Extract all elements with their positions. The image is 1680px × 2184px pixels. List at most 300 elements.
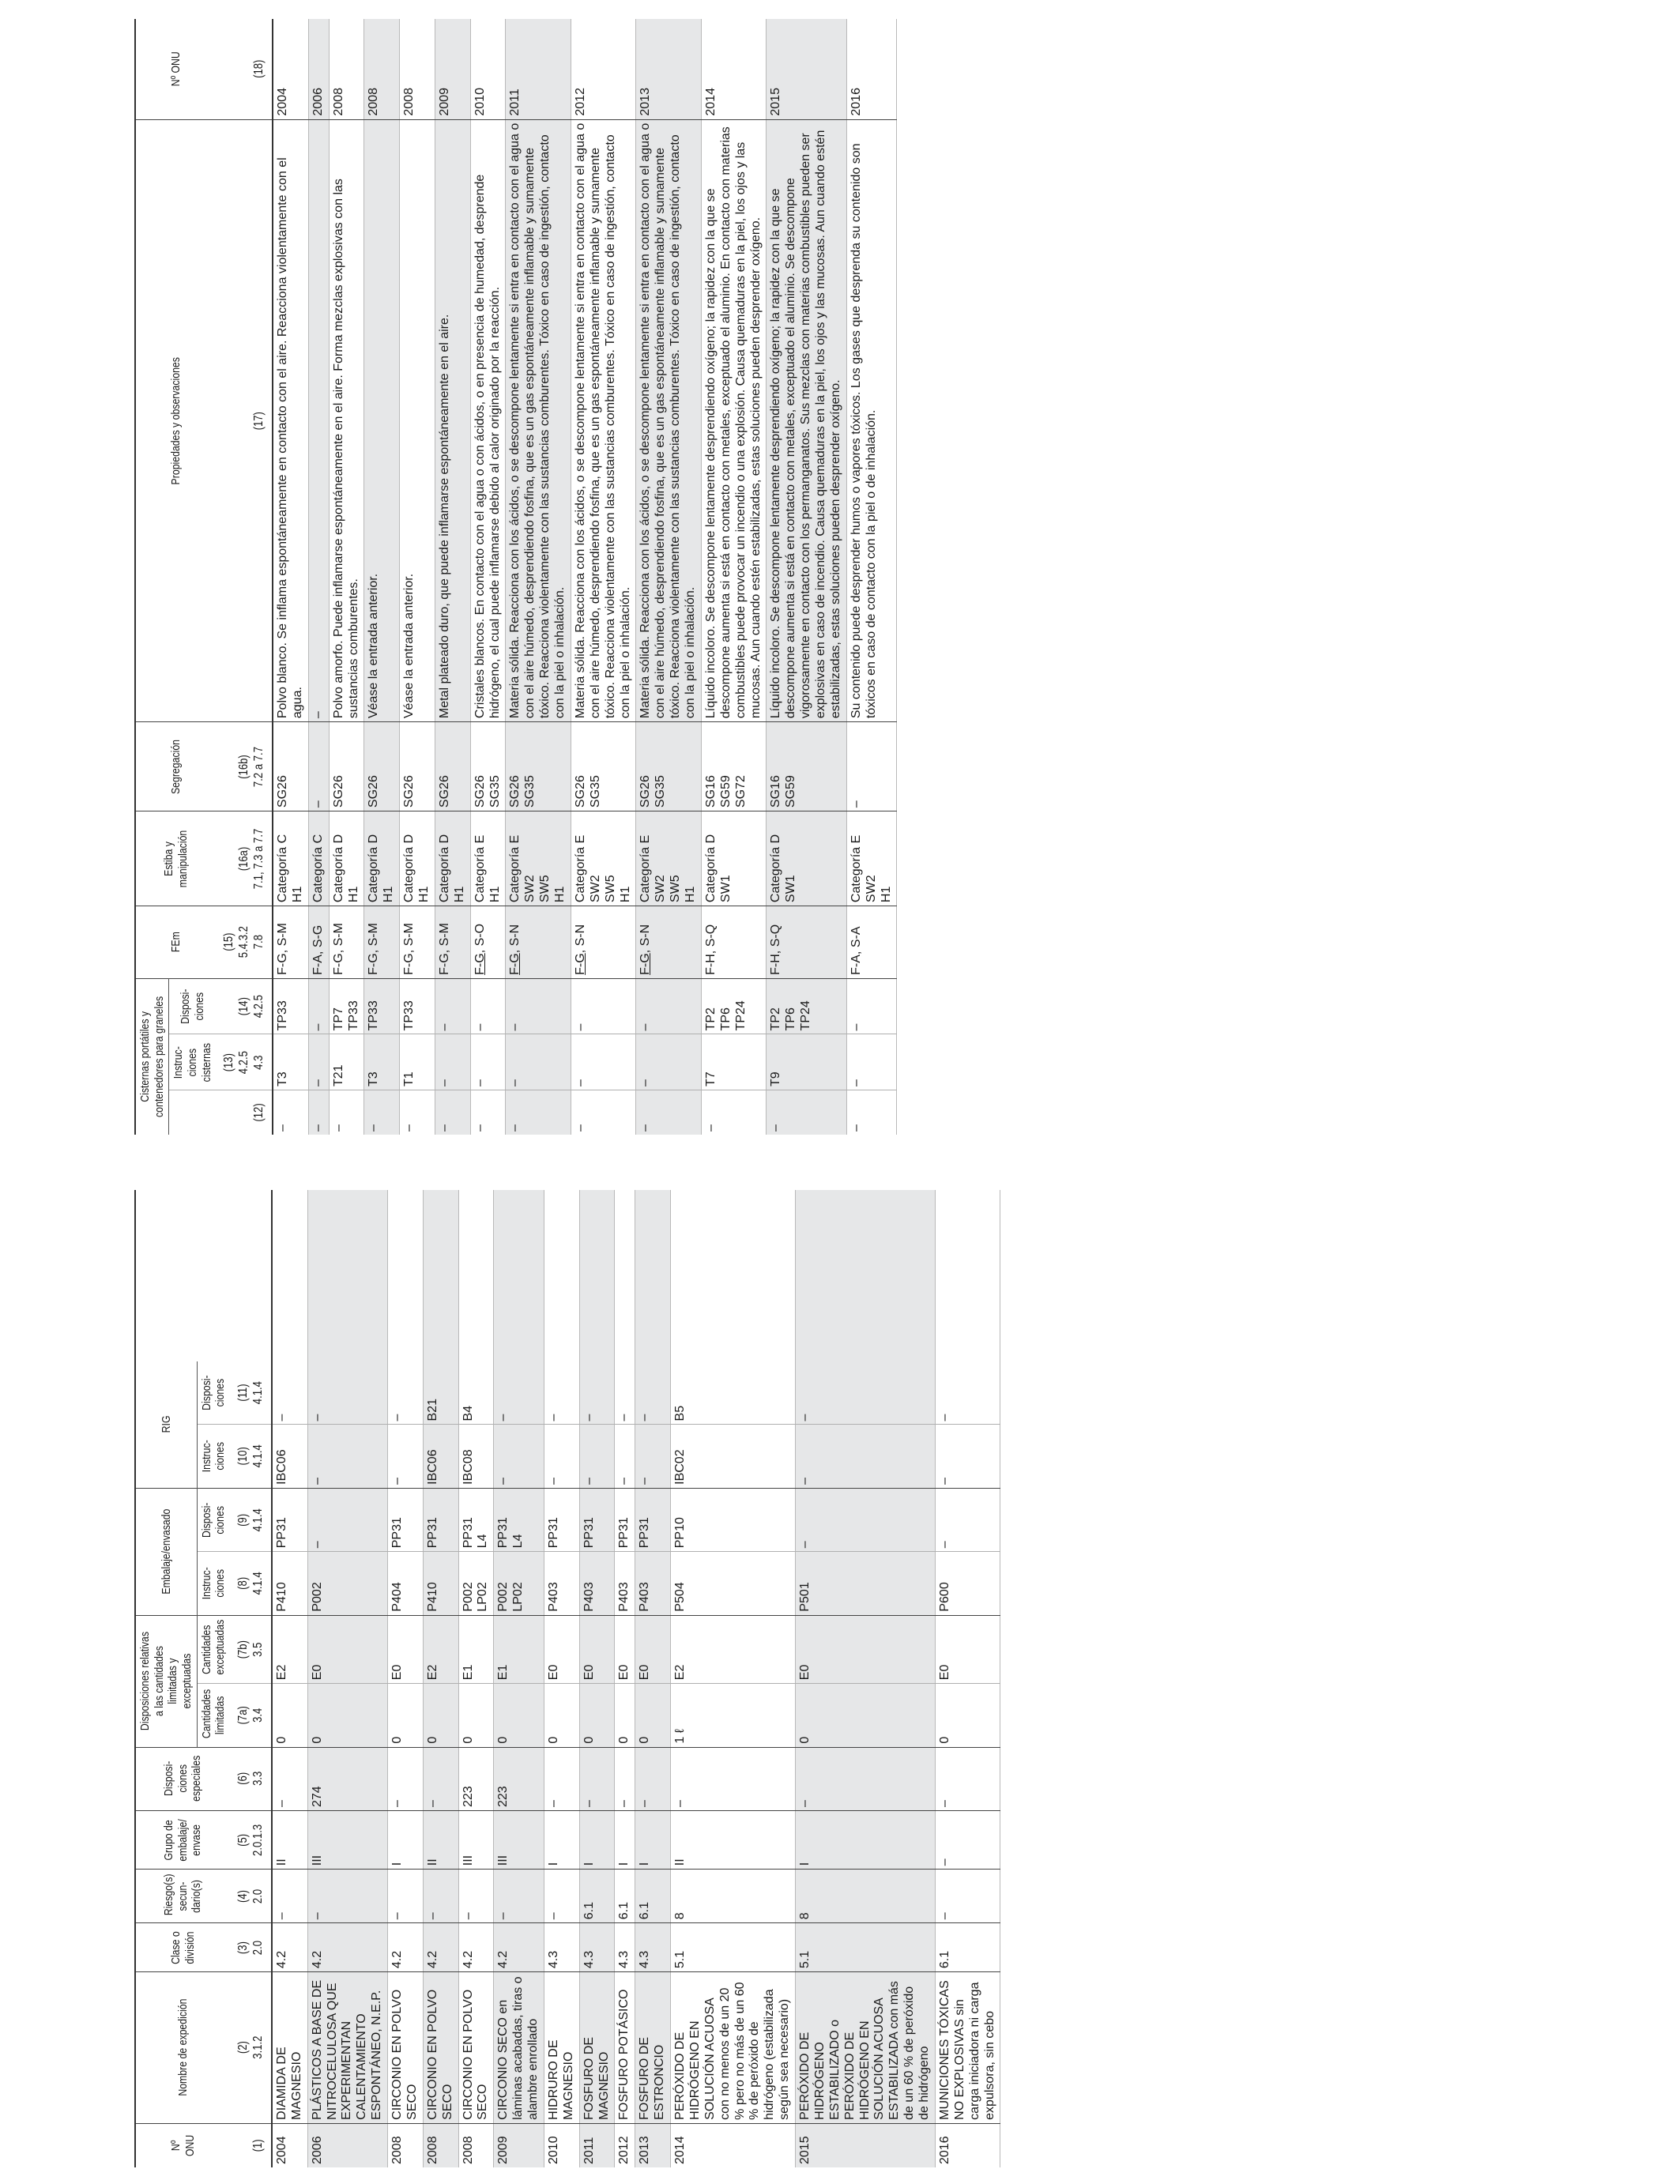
cell-c4: – [388, 1870, 424, 1923]
left-table [134, 1190, 1000, 2167]
table-row [701, 19, 767, 1135]
table-row [635, 1190, 671, 2167]
cell-c18: 2011 [506, 19, 571, 119]
cell-c17: – [308, 119, 329, 722]
cell-c9: PP31 [579, 1488, 615, 1551]
cell-c6: – [388, 1747, 424, 1810]
cell-c16b: SG26 SG35 [636, 722, 702, 811]
cell-c6: – [635, 1747, 671, 1810]
table-row [364, 19, 400, 1135]
colnum-8: (8) 4.1.4 [230, 1557, 272, 1610]
header-limited-excepted: Disposiciones relativas a las cantidades limitadas y exceptuadas [135, 1627, 197, 1735]
cell-c11: – [796, 1361, 936, 1425]
spacer-cell [615, 1190, 635, 1361]
cell-c16b: SG26 SG35 [470, 722, 506, 811]
cell-c15: F-G, S-M [435, 906, 470, 979]
header-ibc-instructions: Instruc-ciones [197, 1430, 230, 1482]
cell-c1: 2009 [496, 2136, 510, 2164]
table-row [671, 1190, 796, 2167]
cell-c13: – [636, 1034, 702, 1090]
cell-c14: – [435, 978, 470, 1034]
cell-c10: – [635, 1425, 671, 1488]
header-ibc-provisions: Disposi-ciones [197, 1367, 230, 1419]
cell-c3: 4.3 [635, 1923, 671, 1972]
cell-c13: – [308, 1034, 329, 1090]
cell-c14: TP2 TP6 TP24 [701, 978, 767, 1034]
cell-c8: P403 [579, 1552, 615, 1615]
cell-c1: 2015 [798, 2136, 812, 2164]
cell-c15: F-G, S-N [571, 906, 636, 979]
cell-c13: T3 [273, 1034, 308, 1090]
cell-c8: P002 LP02 [458, 1552, 494, 1615]
cell-c10: – [796, 1425, 936, 1488]
cell-c1: 2008 [425, 2136, 439, 2164]
colnum-12: (12) [252, 1103, 266, 1122]
header-packing: Embalaje/envasado [135, 1500, 197, 1604]
cell-c15: F-H, S-Q [701, 906, 767, 979]
cell-c1: 2008 [461, 2136, 475, 2164]
cell-c7a: 0 [544, 1684, 579, 1747]
cell-c3: 6.1 [935, 1923, 1000, 1972]
cell-c12: – [437, 1124, 451, 1132]
spacer-cell [423, 1190, 458, 1361]
cell-c8: P600 [935, 1552, 1000, 1615]
table-row [435, 19, 470, 1135]
cell-c9: – [935, 1488, 1000, 1551]
header-segregation: Segregación [135, 730, 216, 804]
cell-c3: 4.2 [272, 1923, 307, 1972]
cell-c9: PP31 [388, 1488, 424, 1551]
cell-c2: PERÓXIDO DE HIDRÓGENO ESTABILIZADO o PERÓXIDO DE HIDRÓGENO EN SOLUCIÓN ACUOSA ESTABILIZADA con más de un 60 % de peróxido de hidrógeno [796, 1972, 936, 2124]
header-packing-instructions: Instruc-ciones [197, 1557, 230, 1610]
cell-c7b: E0 [615, 1615, 635, 1684]
header-limited: Cantidades limitadas [197, 1689, 230, 1742]
cell-c7a: 0 [635, 1684, 671, 1747]
table-row [767, 19, 846, 1135]
cell-c9: PP31 [423, 1488, 458, 1551]
cell-c16a: Categoría D H1 [435, 811, 470, 906]
table-row [506, 19, 571, 1135]
cell-c18: 2014 [701, 19, 767, 119]
colnum-10: (10) 4.1.4 [230, 1430, 272, 1482]
cell-c2: FOSFURO DE MAGNESIO [579, 1972, 615, 2124]
table-row [400, 19, 435, 1135]
cell-c9: PP31 [272, 1488, 307, 1551]
cell-c10: – [615, 1425, 635, 1488]
cell-c17: Véase la entrada anterior. [400, 119, 435, 722]
cell-c7b: E2 [423, 1615, 458, 1684]
cell-c18: 2004 [273, 19, 308, 119]
cell-c18: 2008 [364, 19, 400, 119]
colnum-15: (15) 5.4.3.2 7.8 [216, 913, 273, 972]
cell-c18: 2009 [435, 19, 470, 119]
colnum-11: (11) 4.1.4 [230, 1367, 272, 1419]
cell-c5: II [671, 1811, 796, 1870]
cell-c11: B4 [458, 1361, 494, 1425]
cell-c16b: SG16 SG59 SG72 [701, 722, 767, 811]
cell-c7a: 0 [494, 1684, 544, 1747]
cell-c11: B5 [671, 1361, 796, 1425]
table-row [273, 19, 308, 1135]
cell-c5: III [307, 1811, 387, 1870]
cell-c4: – [423, 1870, 458, 1923]
cell-c10: – [388, 1425, 424, 1488]
cell-c2: PERÓXIDO DE HIDRÓGENO EN SOLUCIÓN ACUOSA con no menos de un 20 % pero no más de un 60 % de peróxido de hidrógeno (estabilizada según sea necesario) [671, 1972, 796, 2124]
cell-c12: – [402, 1124, 416, 1132]
cell-c13: – [846, 1034, 897, 1090]
cell-c15: F-G, S-N [636, 906, 702, 979]
cell-c2: FOSFURO POTÁSICO [615, 1972, 635, 2124]
colnum-16b: (16b) 7.2 a 7.7 [216, 730, 273, 804]
cell-c3: 5.1 [671, 1923, 796, 1972]
cell-c8: P403 [544, 1552, 579, 1615]
cell-c12: – [367, 1124, 381, 1132]
cell-c1: 2008 [390, 2136, 404, 2164]
cell-c16b: SG26 [435, 722, 470, 811]
cell-c17: Su contenido puede desprender humos o vapores tóxicos. Los gases que desprenda su contenido son tóxicos en caso de contacto con la piel o de inhalación. [846, 119, 897, 722]
cell-c11: – [544, 1361, 579, 1425]
cell-c14: TP2 TP6 TP24 [767, 978, 846, 1034]
cell-c2: CIRCONIO EN POLVO SECO [458, 1972, 494, 2124]
header-special-provisions: Disposi-ciones especiales [135, 1753, 230, 1805]
cell-c2: CIRCONIO EN POLVO SECO [423, 1972, 458, 2124]
cell-c9: PP31 [615, 1488, 635, 1551]
cell-c7a: 0 [579, 1684, 615, 1747]
cell-c3: 4.3 [544, 1923, 579, 1972]
spacer-cell [494, 1190, 544, 1361]
cell-c16b: SG26 [364, 722, 400, 811]
cell-c16a: Categoría E SW2 SW5 H1 [636, 811, 702, 906]
cell-c13: T3 [364, 1034, 400, 1090]
cell-c5: III [458, 1811, 494, 1870]
ems-fire-code: F-G [508, 953, 522, 975]
cell-c7a: 0 [935, 1684, 1000, 1747]
cell-c9: – [307, 1488, 387, 1551]
cell-c7a: 0 [796, 1684, 936, 1747]
cell-c1: 2014 [673, 2136, 687, 2164]
cell-c2: DIAMIDA DE MAGNESIO [272, 1972, 307, 2124]
cell-c17: Polvo amorfo. Puede inflamarse espontáneamente en el aire. Forma mezclas explosivas con las sustancias comburentes. [329, 119, 364, 722]
spacer-cell [272, 1190, 307, 1361]
header-tank-provisions: Disposi-ciones [169, 984, 217, 1030]
cell-c4: – [272, 1870, 307, 1923]
cell-c13: T7 [701, 1034, 767, 1090]
cell-c16b: SG26 SG35 [506, 722, 571, 811]
header-stowage: Estiba y manipulación [135, 819, 216, 897]
cell-c1: 2010 [546, 2136, 560, 2164]
cell-c16a: Categoría D SW1 [767, 811, 846, 906]
cell-c2: PLÁSTICOS A BASE DE NITROCELULOSA QUE EXPERIMENTAN CALENTAMIENTO ESPONTÁNEO, N.E.P. [307, 1972, 387, 2124]
cell-c15: F-G, S-M [364, 906, 400, 979]
cell-c5: I [388, 1811, 424, 1870]
cell-c10: IBC06 [423, 1425, 458, 1488]
cell-c10: – [494, 1425, 544, 1488]
cell-c18: 2010 [470, 19, 506, 119]
cell-c7a: 0 [423, 1684, 458, 1747]
table-row [935, 1190, 1000, 2167]
cell-c6: – [935, 1747, 1000, 1810]
cell-c13: T21 [329, 1034, 364, 1090]
cell-c1: 2011 [582, 2137, 596, 2164]
cell-c4: 8 [671, 1870, 796, 1923]
table-row [458, 1190, 494, 2167]
cell-c16b: SG26 [329, 722, 364, 811]
cell-c14: – [571, 978, 636, 1034]
cell-c1: 2004 [274, 2136, 288, 2164]
cell-c16a: Categoría D H1 [329, 811, 364, 906]
cell-c1: 2012 [617, 2136, 631, 2164]
cell-c13: – [506, 1034, 571, 1090]
spacer-cell [579, 1190, 615, 1361]
colnum-18: (18) [216, 28, 273, 110]
table-row [571, 19, 636, 1135]
header-un-number-right: Nº ONU [135, 28, 216, 110]
cell-c15: F-G, S-M [273, 906, 308, 979]
colnum-13: (13) 4.2.5 4.3 [216, 1039, 273, 1085]
cell-c7b: E1 [494, 1615, 544, 1684]
header-ibc: RIG [135, 1373, 197, 1477]
cell-c12: – [473, 1124, 487, 1132]
cell-c13: – [571, 1034, 636, 1090]
cell-c14: – [308, 978, 329, 1034]
cell-c7b: E0 [635, 1615, 671, 1684]
cell-c3: 4.2 [307, 1923, 387, 1972]
cell-c16a: Categoría D H1 [364, 811, 400, 906]
cell-c4: – [935, 1870, 1000, 1923]
cell-c14: TP33 [273, 978, 308, 1034]
cell-c15: F-G, S-M [400, 906, 435, 979]
ems-fire-code: F-G [573, 953, 587, 975]
cell-c18: 2012 [571, 19, 636, 119]
cell-c9: PP31 L4 [494, 1488, 544, 1551]
table-row [494, 1190, 544, 2167]
cell-c15: F-G, S-O [470, 906, 506, 979]
colnum-16a: (16a) 7.1, 7.3 a 7.7 [216, 819, 273, 897]
cell-c8: P501 [796, 1552, 936, 1615]
cell-c4: 8 [796, 1870, 936, 1923]
cell-c10: IBC08 [458, 1425, 494, 1488]
cell-c8: P410 [272, 1552, 307, 1615]
cell-c17: Véase la entrada anterior. [364, 119, 400, 722]
cell-c10: – [935, 1425, 1000, 1488]
cell-c6: – [544, 1747, 579, 1810]
table-row [615, 1190, 635, 2167]
cell-c16b: – [308, 722, 329, 811]
cell-c3: 4.2 [494, 1923, 544, 1972]
cell-c11: – [307, 1361, 387, 1425]
spacer-cell [388, 1190, 424, 1361]
cell-c7a: 1 ℓ [671, 1684, 796, 1747]
cell-c12: – [331, 1124, 345, 1132]
table-row [544, 1190, 579, 2167]
cell-c7b: E0 [935, 1615, 1000, 1684]
right-table-rotated [134, 19, 897, 1135]
cell-c3: 4.3 [579, 1923, 615, 1972]
cell-c1: 2016 [937, 2136, 951, 2164]
ems-fire-code: F-G [473, 953, 487, 975]
cell-c4: 6.1 [635, 1870, 671, 1923]
cell-c5: I [544, 1811, 579, 1870]
cell-c6: – [423, 1747, 458, 1810]
colnum-7b: (7b) 3.5 [230, 1621, 272, 1678]
header-tank-instructions: Instruc-ciones cisternas [169, 1039, 217, 1085]
cell-c4: – [544, 1870, 579, 1923]
cell-c15: F-G, S-M [329, 906, 364, 979]
cell-c5: II [272, 1811, 307, 1870]
colnum-1: (1) [251, 2139, 265, 2152]
header-packing-provisions: Disposi-ciones [197, 1494, 230, 1546]
cell-c5: I [635, 1811, 671, 1870]
cell-c16b: SG26 [273, 722, 308, 811]
header-name: Nombre de expedición [135, 1986, 230, 2110]
table-row [470, 19, 506, 1135]
spacer-cell [935, 1190, 1000, 1361]
cell-c14: TP33 [400, 978, 435, 1034]
cell-c7a: 0 [388, 1684, 424, 1747]
cell-c3: 4.2 [458, 1923, 494, 1972]
right-table-body [273, 19, 897, 1135]
colnum-14: (14) 4.2.5 [216, 984, 273, 1030]
cell-c12: – [508, 1124, 522, 1132]
cell-c16a: Categoría E SW2 SW5 H1 [506, 811, 571, 906]
cell-c2: CIRCONIO EN POLVO SECO [388, 1972, 424, 2124]
cell-c7a: 0 [458, 1684, 494, 1747]
table-row [636, 19, 702, 1135]
spacer-cell [796, 1190, 936, 1361]
header-blank-spacer [135, 1205, 272, 1346]
cell-c5: III [494, 1811, 544, 1870]
cell-c11: – [272, 1361, 307, 1425]
cell-c10: – [579, 1425, 615, 1488]
cell-c8: P403 [615, 1552, 635, 1615]
cell-c18: 2006 [308, 19, 329, 119]
cell-c16b: SG26 SG35 [571, 722, 636, 811]
cell-c8: P404 [388, 1552, 424, 1615]
cell-c13: T1 [400, 1034, 435, 1090]
cell-c2: HIDRURO DE MAGNESIO [544, 1972, 579, 2124]
cell-c9: – [796, 1488, 936, 1551]
header-excepted: Cantidades exceptuadas [197, 1621, 230, 1678]
cell-c18: 2008 [400, 19, 435, 119]
header-c12-blank [169, 1094, 217, 1131]
cell-c4: 6.1 [579, 1870, 615, 1923]
cell-c8: P002 LP02 [494, 1552, 544, 1615]
cell-c11: – [579, 1361, 615, 1425]
cell-c16b: SG26 [400, 722, 435, 811]
cell-c7b: E0 [796, 1615, 936, 1684]
cell-c9: PP31 [544, 1488, 579, 1551]
table-row [846, 19, 897, 1135]
left-table-body [272, 1190, 1000, 2167]
header-subrisk: Riesgo(s) secun-dario(s) [135, 1874, 230, 1919]
ems-fire-code: F-G [638, 953, 653, 975]
cell-c17: Líquido incoloro. Se descompone lentamente desprendiendo oxígeno; la rapidez con la que se descompone aumenta si está en contacto con metales, exceptuado el aluminio. Se descompone vigorosamente en contacto con los permanganatos. Sus mezclas con materias combustibles pueden ser explosivas en caso de incendio. Causa quemaduras en la piel, los ojos y las mucosas. Aun cuando estén estabilizadas, estas soluciones pueden desprender oxígeno. [767, 119, 846, 722]
cell-c11: B21 [423, 1361, 458, 1425]
cell-c2: MUNICIONES TÓXICAS NO EXPLOSIVAS sin carga iniciadora ni carga expulsora, sin cebo [935, 1972, 1000, 2124]
cell-c4: – [307, 1870, 387, 1923]
table-row [579, 1190, 615, 2167]
header-properties: Propiedades y observaciones [135, 174, 216, 668]
cell-c1: 2006 [310, 2136, 324, 2164]
cell-c10: IBC06 [272, 1425, 307, 1488]
cell-c16a: Categoría E SW2 H1 [846, 811, 897, 906]
cell-c18: 2013 [636, 19, 702, 119]
cell-c16a: Categoría E H1 [470, 811, 506, 906]
cell-c9: PP31 L4 [458, 1488, 494, 1551]
cell-c18: 2008 [329, 19, 364, 119]
cell-c7a: 0 [272, 1684, 307, 1747]
spacer-cell [635, 1190, 671, 1361]
cell-c7b: E0 [579, 1615, 615, 1684]
cell-c12: – [311, 1124, 325, 1132]
cell-c11: – [635, 1361, 671, 1425]
spacer-cell [307, 1190, 387, 1361]
colnum-4: (4) 2.0 [230, 1874, 272, 1919]
cell-c17: Metal plateado duro, que puede inflamarse espontáneamente en el aire. [435, 119, 470, 722]
cell-c16a: Categoría D SW1 [701, 811, 767, 906]
spacer-cell [671, 1190, 796, 1361]
cell-c11: – [615, 1361, 635, 1425]
cell-c13: – [435, 1034, 470, 1090]
cell-c8: P504 [671, 1552, 796, 1615]
cell-c16a: Categoría C H1 [273, 811, 308, 906]
spacer-cell [458, 1190, 494, 1361]
cell-c15: F-G, S-N [506, 906, 571, 979]
table-row [272, 1190, 307, 2167]
cell-c6: – [579, 1747, 615, 1810]
cell-c10: IBC02 [671, 1425, 796, 1488]
cell-c17: Materia sólida. Reacciona con los ácidos, o se descompone lentamente si entra en contacto con el agua o con el aire húmedo, desprendiendo fosfina, que es un gas espontáneamente inflamable y sumamente tóxico. Reacciona violentamente con las sustancias comburentes. Tóxico en caso de ingestión, contacto con la piel o inhalación. [506, 119, 571, 722]
colnum-7a: (7a) 3.4 [230, 1689, 272, 1742]
cell-c14: TP7 TP33 [329, 978, 364, 1034]
table-row [423, 1190, 458, 2167]
cell-c17: Líquido incoloro. Se descompone lentamente desprendiendo oxígeno; la rapidez con la que se descompone aumenta si está en contacto con metales, exceptuado el aluminio. En contacto con materias combustibles puede provocar un incendio o una explosión. Causa quemaduras en la piel, los ojos y las mucosas. Aun cuando estén estabilizadas, estas soluciones pueden desprender oxígeno. [701, 119, 767, 722]
right-table [134, 19, 897, 1135]
table-row [388, 1190, 424, 2167]
cell-c5: I [615, 1811, 635, 1870]
cell-c12: – [849, 1124, 863, 1132]
header-ems: FEm [135, 913, 216, 972]
cell-c16a: Categoría C [308, 811, 329, 906]
cell-c7b: E0 [544, 1615, 579, 1684]
cell-c13: T9 [767, 1034, 846, 1090]
cell-c6: – [615, 1747, 635, 1810]
cell-c2: FOSFURO DE ESTRONCIO [635, 1972, 671, 2124]
cell-c11: – [935, 1361, 1000, 1425]
table-row [307, 1190, 387, 2167]
colnum-3: (3) 2.0 [230, 1927, 272, 1967]
cell-c15: F-A, S-G [308, 906, 329, 979]
cell-c7b: E0 [388, 1615, 424, 1684]
cell-c7a: 0 [615, 1684, 635, 1747]
cell-c18: 2015 [767, 19, 846, 119]
colnum-9: (9) 4.1.4 [230, 1494, 272, 1546]
cell-c11: – [494, 1361, 544, 1425]
cell-c4: 6.1 [615, 1870, 635, 1923]
table-row [308, 19, 329, 1135]
cell-c17: Materia sólida. Reacciona con los ácidos, o se descompone lentamente si entra en contacto con el agua o con el aire húmedo, desprendiendo fosfina, que es un gas espontáneamente inflamable y sumamente tóxico. Reacciona violentamente con las sustancias comburentes. Tóxico en caso de ingestión, contacto con la piel o inhalación. [571, 119, 636, 722]
header-portable-tanks: Cisternas portátiles y contenedores para graneles [135, 992, 169, 1120]
cell-c6: – [272, 1747, 307, 1810]
colnum-17: (17) [216, 174, 273, 668]
cell-c12: – [276, 1124, 290, 1132]
cell-c14: – [636, 978, 702, 1034]
cell-c8: P403 [635, 1552, 671, 1615]
cell-c14: – [846, 978, 897, 1034]
cell-c16b: SG16 SG59 [767, 722, 846, 811]
cell-c6: 274 [307, 1747, 387, 1810]
cell-c18: 2016 [846, 19, 897, 119]
